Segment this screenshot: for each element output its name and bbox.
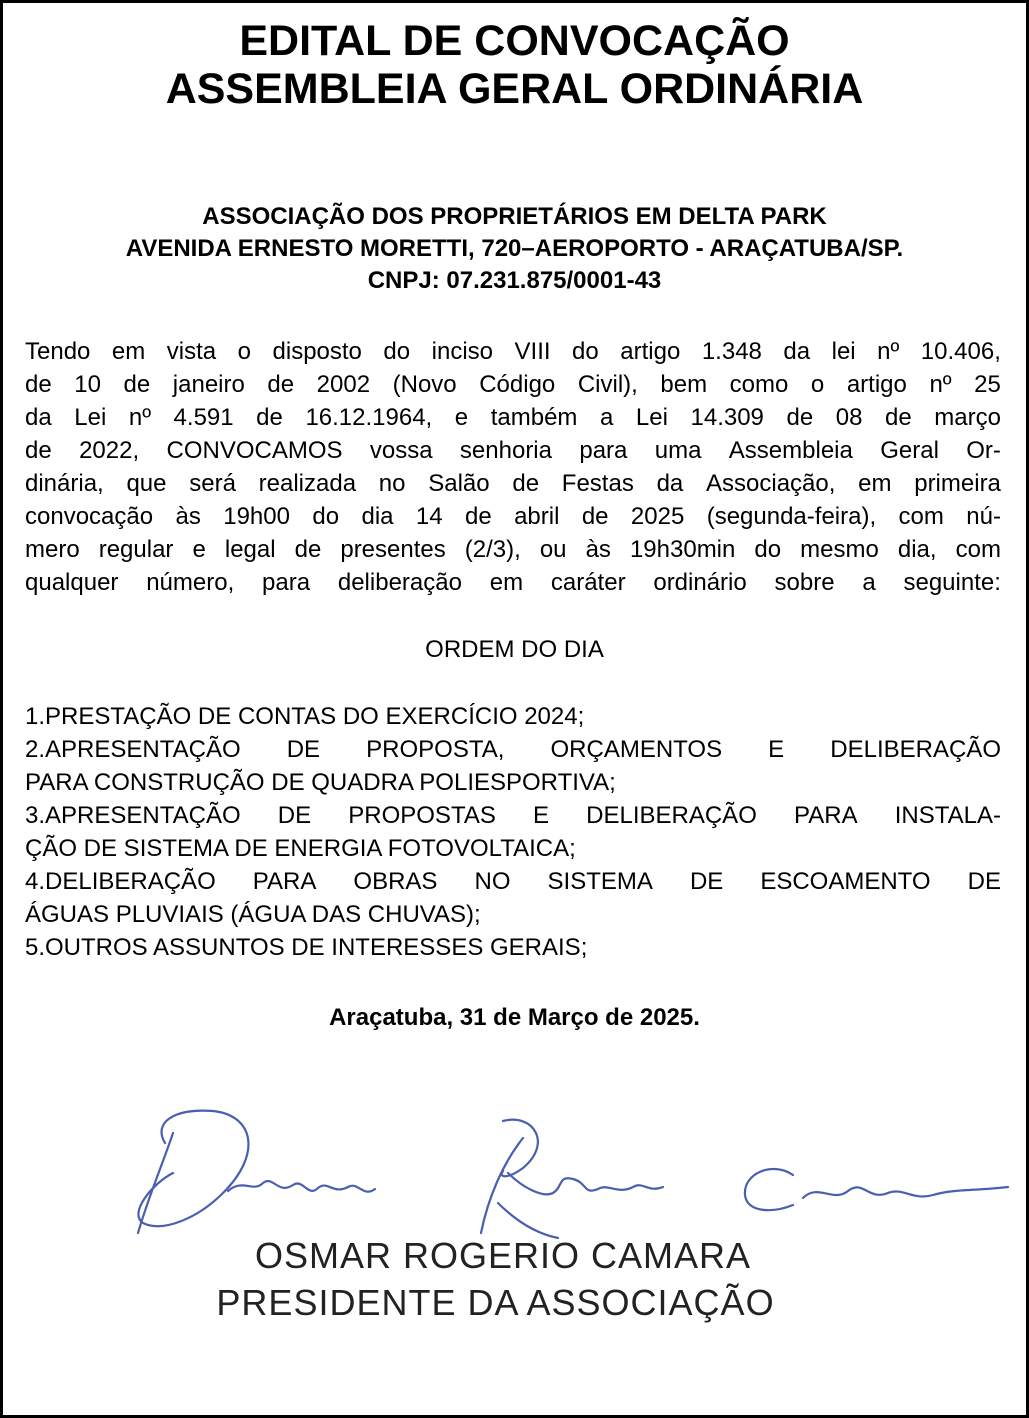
word: ESCOAMENTO [760,868,931,895]
word: PARA [794,802,858,829]
word: 2002 [316,371,371,398]
word: dinária, [25,470,104,497]
word: Or- [966,437,1001,464]
word: regular [98,536,174,563]
word: lei [831,338,856,365]
paragraph-line [25,434,1001,467]
word: Lei [74,404,107,431]
word: Assembleia [728,437,853,464]
word: realizada [258,470,357,497]
word: caráter [550,569,626,596]
word: nº [877,338,900,365]
word: Código [479,371,556,398]
word: convocação [25,503,154,530]
word: sobre [774,569,835,596]
word: DELIBERAÇÃO [830,736,1001,763]
agenda-line: PARA CONSTRUÇÃO DE QUADRA POLIESPORTIVA; [25,769,616,796]
word: legal [224,536,276,563]
word: 4.DELIBERAÇÃO [25,868,216,895]
word: Tendo [25,338,91,365]
word: de [512,470,540,497]
word: da [656,470,684,497]
organization-address: AVENIDA ERNESTO MORETTI, 720–AEROPORTO - ARAÇATUBA/SP. [125,235,904,262]
word: de [294,536,322,563]
agenda-line: ÁGUAS PLUVIAIS (ÁGUA DAS CHUVAS); [25,901,481,928]
word: de [581,503,609,530]
paragraph-line [25,368,1001,401]
word: DE [689,868,724,895]
word: 2025 [630,503,685,530]
handwritten-signature [103,1083,1013,1253]
word: a [599,404,614,431]
agenda-heading: ORDEM DO DIA [425,636,604,663]
word: artigo [620,338,681,365]
signatory-name: OSMAR ROGERIO CAMARA [254,1235,752,1276]
word: bem [660,371,708,398]
word: nº [128,404,151,431]
word: seguinte: [903,569,1001,596]
convocation-paragraph [25,335,1001,599]
word: 10.406, [920,338,1001,365]
word: de [885,404,912,431]
paragraph-line [25,500,1001,533]
agenda-line [25,865,1001,898]
word: e [454,404,469,431]
word: às [175,503,201,530]
word: INSTALA- [894,802,1001,829]
agenda-line: 1.PRESTAÇÃO DE CONTAS DO EXERCÍCIO 2024; [25,703,585,730]
paragraph-line [25,533,1001,566]
agenda-list [25,700,1001,964]
word: deliberação [337,569,462,596]
word: com [955,536,1001,563]
word: em [111,338,146,365]
word: 4.591 [173,404,234,431]
word: às [585,536,611,563]
word: para [579,437,628,464]
word: Salão [428,470,490,497]
word: qualquer [25,569,119,596]
word: senhoria [459,437,552,464]
word: ordinário [653,569,747,596]
word: CONVOCAMOS [166,437,343,464]
title-line-2: ASSEMBLEIA GERAL ORDINÁRIA [165,65,864,113]
organization-header [3,201,1026,297]
word: e [192,536,206,563]
agenda-line: 5.OUTROS ASSUNTOS DE INTERESSES GERAIS; [25,934,588,961]
word: dia [361,503,394,530]
word: mero [25,536,80,563]
word: DE [277,802,312,829]
word: número, [146,569,235,596]
word: SISTEMA [547,868,653,895]
word: 25 [974,371,1001,398]
word: VIII [514,338,551,365]
word: Associação, [706,470,836,497]
word: para [262,569,311,596]
word: do [312,503,340,530]
word: dia, [897,536,937,563]
word: a [862,569,876,596]
word: ORÇAMENTOS [550,736,723,763]
word: Festas [561,470,634,497]
word: 2022, [79,437,140,464]
word: mesmo [800,536,879,563]
word: da [25,404,52,431]
word: (2/3), [464,536,521,563]
word: PROPOSTA, [366,736,505,763]
word: será [189,470,236,497]
word: o [810,371,825,398]
word: de [25,371,52,398]
word: do [383,338,411,365]
word: PARA [252,868,317,895]
word: de [786,404,814,431]
word: de [267,371,295,398]
word: E [768,736,785,763]
paragraph-line [25,401,1001,434]
word: uma [654,437,702,464]
organization-cnpj: CNPJ: 07.231.875/0001-43 [367,267,662,294]
paragraph-line [25,335,1001,368]
word: de [464,503,492,530]
organization-name: ASSOCIAÇÃO DOS PROPRIETÁRIOS EM DELTA PARK [202,203,827,230]
word: o [237,338,251,365]
word: como [729,371,789,398]
word: 14 [415,503,443,530]
word: (segunda-feira), [706,503,877,530]
notice-title [3,17,1026,113]
word: vista [166,338,217,365]
date-line: Araçatuba, 31 de Março de 2025. [329,1004,700,1031]
word: DE [286,736,321,763]
word: 2.APRESENTAÇÃO [25,736,241,763]
word: com [898,503,944,530]
word: ou [539,536,567,563]
paragraph-line [25,467,1001,500]
word: em [489,569,524,596]
word: do [572,338,599,365]
word: de [25,437,52,464]
word: do [754,536,782,563]
word: 08 [835,404,863,431]
agenda-line: ÇÃO DE SISTEMA DE ENERGIA FOTOVOLTAICA; [25,835,576,862]
word: inciso [431,338,493,365]
word: janeiro [172,371,245,398]
word: 19h30min [629,536,736,563]
word: abril [514,503,560,530]
word: 19h00 [223,503,290,530]
word: nº [929,371,952,398]
word: no [378,470,406,497]
word: (Novo [392,371,457,398]
word: presentes [340,536,446,563]
word: da [783,338,811,365]
word: NO [474,868,511,895]
word: vossa [369,437,433,464]
word: Civil), [577,371,638,398]
word: DE [967,868,1001,895]
word: 14.309 [690,404,764,431]
word: E [532,802,549,829]
word: 10 [74,371,101,398]
word: Lei [635,404,668,431]
word: de [256,404,283,431]
word: 1.348 [701,338,762,365]
word: 16.12.1964, [305,404,433,431]
word: em [858,470,892,497]
signatory-role: PRESIDENTE DA ASSOCIAÇÃO [216,1282,775,1323]
title-line-1: EDITAL DE CONVOCAÇÃO [239,17,790,65]
word: também [490,404,578,431]
word: DELIBERAÇÃO [586,802,757,829]
word: 3.APRESENTAÇÃO [25,802,241,829]
word: artigo [846,371,907,398]
word: disposto [272,338,362,365]
word: março [934,404,1001,431]
paragraph-line [25,566,1001,599]
word: OBRAS [353,868,438,895]
word: PROPOSTAS [348,802,496,829]
agenda-line [25,733,1001,766]
agenda-line [25,799,1001,832]
word: que [126,470,167,497]
word: nú- [966,503,1001,530]
word: Geral [880,437,939,464]
word: de [123,371,151,398]
word: primeira [914,470,1001,497]
